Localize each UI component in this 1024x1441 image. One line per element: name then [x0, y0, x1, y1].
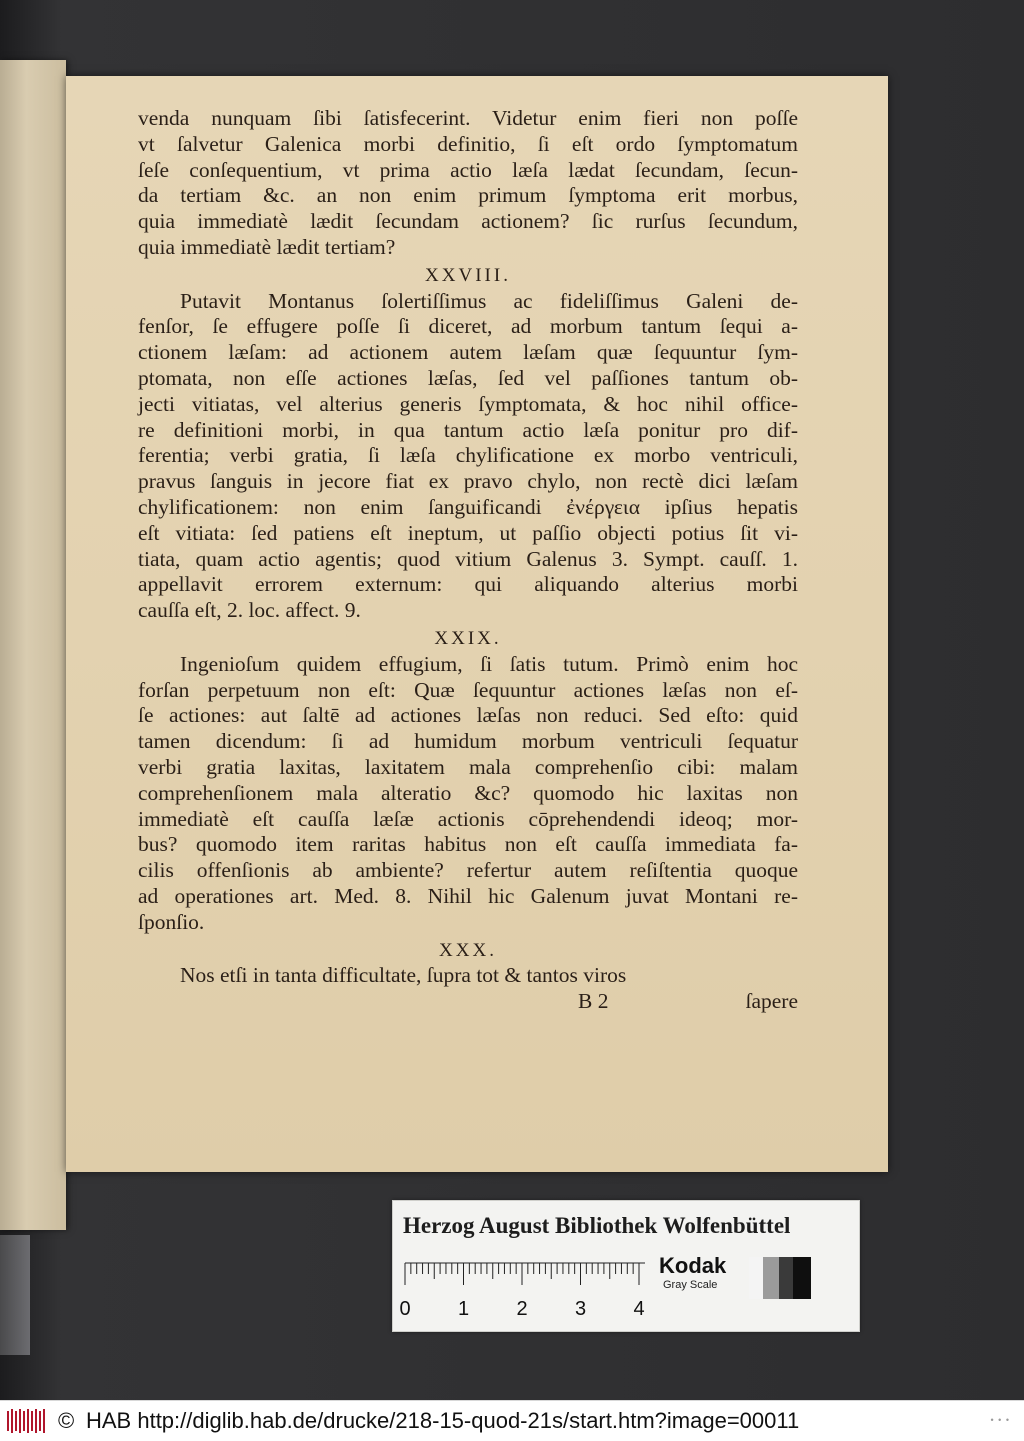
text-line: tiata, quam actio agentis; quod vitium Galenus 3. Sympt. cauſſ. 1. — [138, 546, 798, 571]
text-line: Ingenioſum quidem effugium, ſi ſatis tutum. Primò enim hoc — [180, 651, 798, 676]
paragraph-3 — [138, 652, 798, 936]
ruler-label: 0 — [399, 1298, 411, 1320]
text-line: ctionem læſam: ad actionem autem læſam quæ ſequuntur ſym- — [138, 340, 798, 365]
text-line: vt ſalvetur Galenica morbi definitio, ſi eſt ordo ſymptomatum — [138, 131, 798, 156]
text-line: jecti vitiatas, vel alterius generis ſymptomata, & hoc nihil officе- — [138, 391, 798, 416]
text-line: tamen dicendum: ſi ad humidum morbum ventriculi ſequatur — [138, 729, 798, 754]
source-url[interactable]: HAB http://diglib.hab.de/drucke/218-15-quod-21s/start.htm?image=00011 — [86, 1408, 800, 1433]
text-line: forſan perpetuum non eſt: Quæ ſequuntur actiones læſas non eſ- — [138, 677, 798, 702]
text-line: ptomata, non eſſe actiones læſas, ſed vel paſſiones tantum ob- — [138, 365, 798, 390]
section-heading-28: XXVIII. — [425, 264, 511, 286]
gray-scale-patches — [749, 1257, 811, 1299]
hab-logo-icon — [6, 1407, 48, 1435]
text-line: ſponſio. — [138, 909, 205, 934]
text-line: cilis offenſionis ab ambiente? refertur autem reſiſtentia quoque — [138, 858, 798, 883]
footer-nav-dots[interactable]: • • • — [990, 1415, 1010, 1425]
text-line: da tertiam &c. an non enim primum ſymptoma erit morbus, — [138, 183, 798, 208]
signature-mark: B 2 — [578, 989, 609, 1014]
text-line: cauſſa eſt, 2. loc. affect. 9. — [138, 598, 361, 623]
ruler-label: 1 — [457, 1298, 470, 1320]
page-text — [138, 106, 798, 1015]
text-line: chylificationem: non enim ſanguificandi ἐνέργεια ipſius hepatis — [138, 494, 798, 519]
text-line: eſt vitiata: ſed patiens eſt ineptum, ut paſſio objecti potius ſit vi- — [138, 520, 798, 545]
text-line: appellavit errorem externum: qui aliquando alterius morbi — [138, 572, 798, 597]
copyright-symbol: © — [58, 1408, 75, 1433]
text-line: venda nunquam ſibi ſatisfecerint. Videtur enim fieri non poſſe — [138, 106, 798, 130]
text-line: quia immediatè lædit tertiam? — [138, 234, 396, 259]
text-line: immediatè eſt cauſſa læſæ actionis cōprehendendi ideoq; mor- — [138, 806, 798, 831]
text-line: ſe actiones: aut ſaltē ad actiones læſas non reduci. Sed eſto: quid — [138, 703, 798, 728]
ruler-label: 2 — [516, 1298, 528, 1320]
color-calibration-card — [392, 1200, 860, 1332]
text-line: ſeſe conſequentium, vt prima actio læſa lædat ſecundam, ſecun- — [138, 157, 798, 182]
viewer-footer — [0, 1400, 1024, 1441]
text-line: pravus ſanguis in jecore fiat ex pravo chylo, non rectè dici læſam — [138, 469, 798, 494]
catchword: ſapere — [745, 989, 798, 1014]
paragraph-1 — [138, 106, 798, 261]
scale-ruler — [401, 1259, 649, 1323]
page-footer-line — [138, 989, 798, 1015]
text-line: quia immediatè lædit ſecundam actionem? ſic rurſus ſecundum, — [138, 209, 798, 234]
text-line: re definitioni morbi, in qua tantum actio læſa ponitur pro dif- — [138, 417, 798, 442]
binding-strip — [0, 1235, 30, 1355]
text-line: comprehenſionem mala alteratio &c? quomodo hic laxitas non — [138, 780, 798, 805]
paragraph-4 — [138, 963, 798, 989]
ruler-label: 3 — [574, 1298, 587, 1320]
text-line: Nos etſi in tanta difficultate, ſupra tot & tantos viros — [180, 963, 627, 988]
section-heading-30: XXX. — [439, 939, 497, 961]
text-line: fenſor, ſe effugere poſſe ſi diceret, ad morbum tantum ſequi a- — [138, 314, 798, 339]
text-line: ad operationes art. Med. 8. Nihil hic Galenum juvat Montani re- — [138, 883, 798, 908]
library-name: Herzog August Bibliothek Wolfenbüttel — [403, 1213, 791, 1238]
text-line: verbi gratia laxitas, laxitatem mala comprehenſio cibi: malam — [138, 754, 798, 779]
gray-scale-label: Gray Scale — [663, 1279, 718, 1291]
book-page — [66, 76, 888, 1172]
ruler-label: 4 — [633, 1298, 645, 1320]
section-heading-29: XXIX. — [434, 627, 502, 649]
facing-page-edge — [0, 60, 66, 1230]
text-line: Putavit Montanus ſolertiſſimus ac fideliſſimus Galeni de- — [180, 288, 798, 313]
kodak-logo: Kodak — [659, 1253, 727, 1278]
paragraph-2 — [138, 289, 798, 624]
text-line: ferentia; verbi gratia, ſi læſa chylificatione ex morbo ventriculi, — [138, 443, 798, 468]
text-line: bus? quomodo item raritas habitus non eſt cauſſa immediata fa- — [138, 832, 798, 857]
